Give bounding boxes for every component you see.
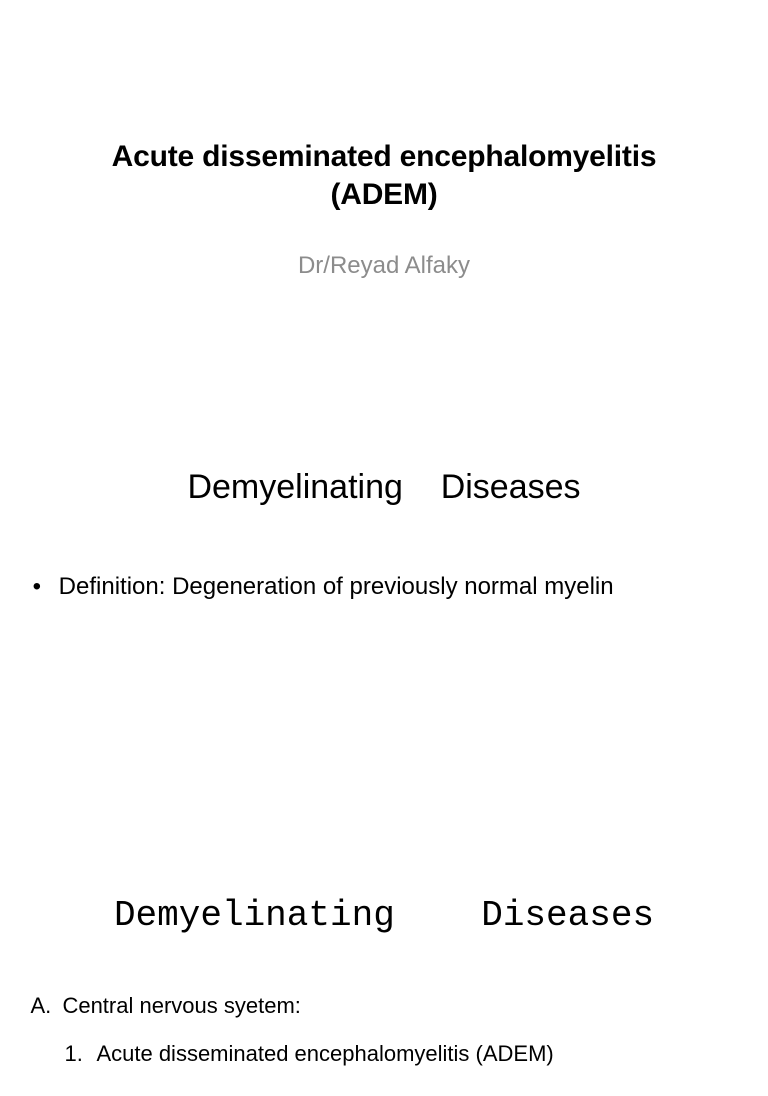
list-item-text: Acute disseminated encephalomyelitis (ADEM) <box>96 1041 554 1066</box>
list-item-text: Central nervous syetem: <box>62 993 301 1018</box>
title-slide <box>0 0 768 340</box>
slide-heading: Demyelinating Diseases <box>113 895 655 936</box>
list-marker: 1. <box>64 1041 83 1066</box>
bullet-symbol: • <box>32 573 42 600</box>
list-item-1 <box>40 1012 554 1096</box>
slide-title-line-2: (ADEM) <box>330 178 438 211</box>
slide-title <box>0 138 768 214</box>
slide-author: Dr/Reyad Alfaky <box>297 252 471 279</box>
classification-slide <box>0 870 768 1066</box>
slide-title-line-1: Acute disseminated encephalomyelitis <box>111 140 657 173</box>
list-marker: A. <box>30 993 52 1018</box>
definition-slide <box>0 420 768 620</box>
slide-heading: Demyelinating Diseases <box>187 468 581 506</box>
definition-text: Definition: Degeneration of previously normal myelin <box>58 573 614 600</box>
definition-bullet <box>6 542 614 632</box>
